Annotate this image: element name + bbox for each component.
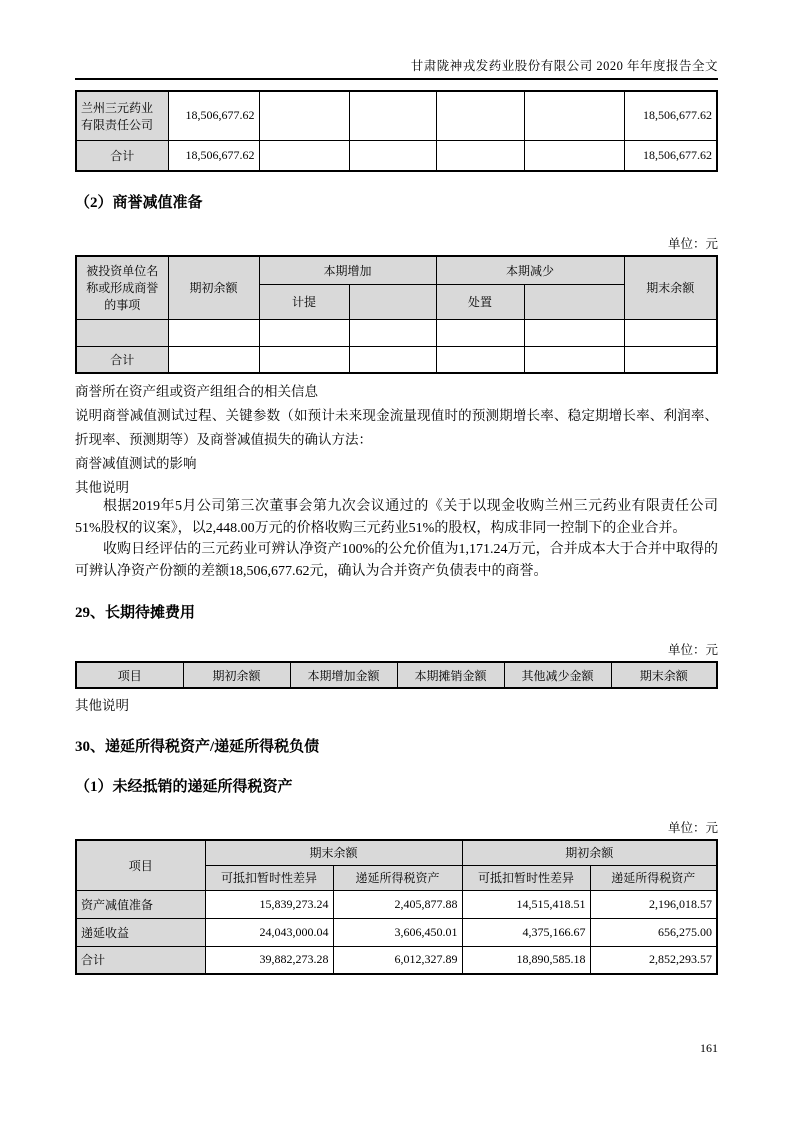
col-header-dta-opening: 递延所得税资产 [590, 865, 717, 890]
col-group-closing-balance: 期末余额 [205, 840, 462, 865]
total-row-label: 合计 [76, 140, 168, 171]
total-row-label: 合计 [76, 346, 168, 373]
col-header-item: 项目 [76, 662, 183, 688]
table-cell [349, 346, 436, 373]
table-cell: 15,839,273.24 [205, 890, 333, 918]
note-other-explanation: 其他说明 [75, 480, 129, 495]
col-header-increase-amount: 本期增加金额 [290, 662, 397, 688]
note-other-explanation: 其他说明 [75, 698, 129, 713]
row-label-blank [76, 319, 168, 346]
table-row-total [76, 946, 717, 974]
col-header-closing-balance: 期末余额 [624, 256, 717, 319]
table-cell: 24,043,000.04 [205, 918, 333, 946]
table-cell [168, 319, 259, 346]
goodwill-balance-table [75, 90, 718, 172]
table-cell: 18,890,585.18 [462, 946, 590, 974]
col-header-opening-balance: 期初余额 [168, 256, 259, 319]
table-row [76, 91, 717, 140]
header-rule [75, 78, 718, 80]
goodwill-impairment-table [75, 255, 718, 374]
subsection-heading-unoffset-dta: （1）未经抵销的递延所得税资产 [75, 779, 293, 795]
table-cell-closing: 18,506,677.62 [624, 140, 717, 171]
table-cell: 14,515,418.51 [462, 890, 590, 918]
table-cell [349, 319, 436, 346]
table-cell [436, 319, 524, 346]
table-cell: 39,882,273.28 [205, 946, 333, 974]
table-cell-opening: 18,506,677.62 [168, 140, 259, 171]
note-asset-group-info: 商誉所在资产组或资产组组合的相关信息 [75, 384, 318, 399]
section-heading-deferred-tax: 30、递延所得税资产/递延所得税负债 [75, 739, 320, 755]
table-cell [259, 140, 349, 171]
col-header-other-decrease: 其他减少金额 [504, 662, 611, 688]
goodwill-paragraphs [75, 496, 718, 582]
table-row-empty [76, 319, 717, 346]
table-cell: 4,375,166.67 [462, 918, 590, 946]
table-cell: 2,405,877.88 [333, 890, 462, 918]
unit-label: 单位：元 [667, 821, 718, 835]
table-cell [259, 319, 349, 346]
col-header-dta-closing: 递延所得税资产 [333, 865, 462, 890]
row-label-asset-impairment: 资产减值准备 [76, 890, 205, 918]
col-header-item: 项目 [76, 840, 205, 890]
table-cell [259, 346, 349, 373]
unit-label: 单位：元 [667, 643, 718, 657]
total-row-label: 合计 [76, 946, 205, 974]
table-row-total [76, 346, 717, 373]
table-cell [624, 319, 717, 346]
section-heading-long-term-expenses: 29、长期待摊费用 [75, 605, 196, 621]
col-group-decrease: 本期减少 [436, 256, 624, 284]
col-header-amortization-amount: 本期摊销金额 [397, 662, 504, 688]
table-cell [524, 91, 624, 140]
col-header-closing-balance: 期末余额 [611, 662, 717, 688]
deferred-tax-table [75, 839, 718, 975]
table-cell [349, 140, 436, 171]
col-header-opening-balance: 期初余额 [183, 662, 290, 688]
table-cell [349, 91, 436, 140]
table-cell [259, 91, 349, 140]
col-header-decrease-blank [524, 284, 624, 319]
col-header-disposal: 处置 [436, 284, 524, 319]
long-term-expenses-table [75, 661, 718, 689]
table-header-row [76, 256, 717, 284]
table-header-row [76, 662, 717, 688]
col-header-deductible-diff-opening: 可抵扣暂时性差异 [462, 865, 590, 890]
col-header-provision: 计提 [259, 284, 349, 319]
table-cell-closing: 18,506,677.62 [624, 91, 717, 140]
col-header-increase-blank [349, 284, 436, 319]
col-header-deductible-diff-closing: 可抵扣暂时性差异 [205, 865, 333, 890]
note-impairment-test-method: 说明商誉减值测试过程、关键参数（如预计未来现金流量现值时的预测期增长率、稳定期增长率、利润率、折现率、预测期等）及商誉减值损失的确认方法： [75, 408, 718, 447]
table-header-row [76, 840, 717, 865]
table-cell [436, 91, 524, 140]
table-cell [524, 319, 624, 346]
section-heading-goodwill-impairment: （2）商誉减值准备 [75, 195, 203, 211]
col-group-opening-balance: 期初余额 [462, 840, 717, 865]
table-cell: 3,606,450.01 [333, 918, 462, 946]
table-cell [436, 346, 524, 373]
table-cell [524, 346, 624, 373]
table-cell [624, 346, 717, 373]
table-cell: 6,012,327.89 [333, 946, 462, 974]
paragraph-goodwill-recognition: 收购日经评估的三元药业可辨认净资产100%的公允价值为1,171.24万元，合并成本大于合并中取得的可辨认净资产份额的差额18,506,677.62元，确认为合并资产负债表中的商誉。 [75, 542, 718, 579]
table-row [76, 890, 717, 918]
unit-label: 单位：元 [667, 237, 718, 251]
page-number: 161 [700, 1041, 718, 1055]
table-cell [524, 140, 624, 171]
table-cell: 2,196,018.57 [590, 890, 717, 918]
table-cell: 656,275.00 [590, 918, 717, 946]
table-cell-opening: 18,506,677.62 [168, 91, 259, 140]
document-header-title: 甘肃陇神戎发药业股份有限公司 2020 年年度报告全文 [410, 59, 718, 73]
goodwill-notes [75, 380, 718, 500]
row-label-deferred-income: 递延收益 [76, 918, 205, 946]
table-cell: 2,852,293.57 [590, 946, 717, 974]
col-group-increase: 本期增加 [259, 256, 436, 284]
table-row [76, 918, 717, 946]
table-row-total [76, 140, 717, 171]
col-header-entity: 被投资单位名称或形成商誉的事项 [76, 256, 168, 319]
row-label-lanzhou-sanyuan: 兰州三元药业有限责任公司 [76, 91, 168, 140]
table-cell [436, 140, 524, 171]
table-cell [168, 346, 259, 373]
paragraph-acquisition-resolution: 根据2019年5月公司第三次董事会第九次会议通过的《关于以现金收购兰州三元药业有限责任公司51%股权的议案》，以2,448.00万元的价格收购三元药业51%的股权，构成非同一控制下的企业合并。 [75, 499, 718, 536]
note-impairment-test-effect: 商誉减值测试的影响 [75, 456, 197, 471]
